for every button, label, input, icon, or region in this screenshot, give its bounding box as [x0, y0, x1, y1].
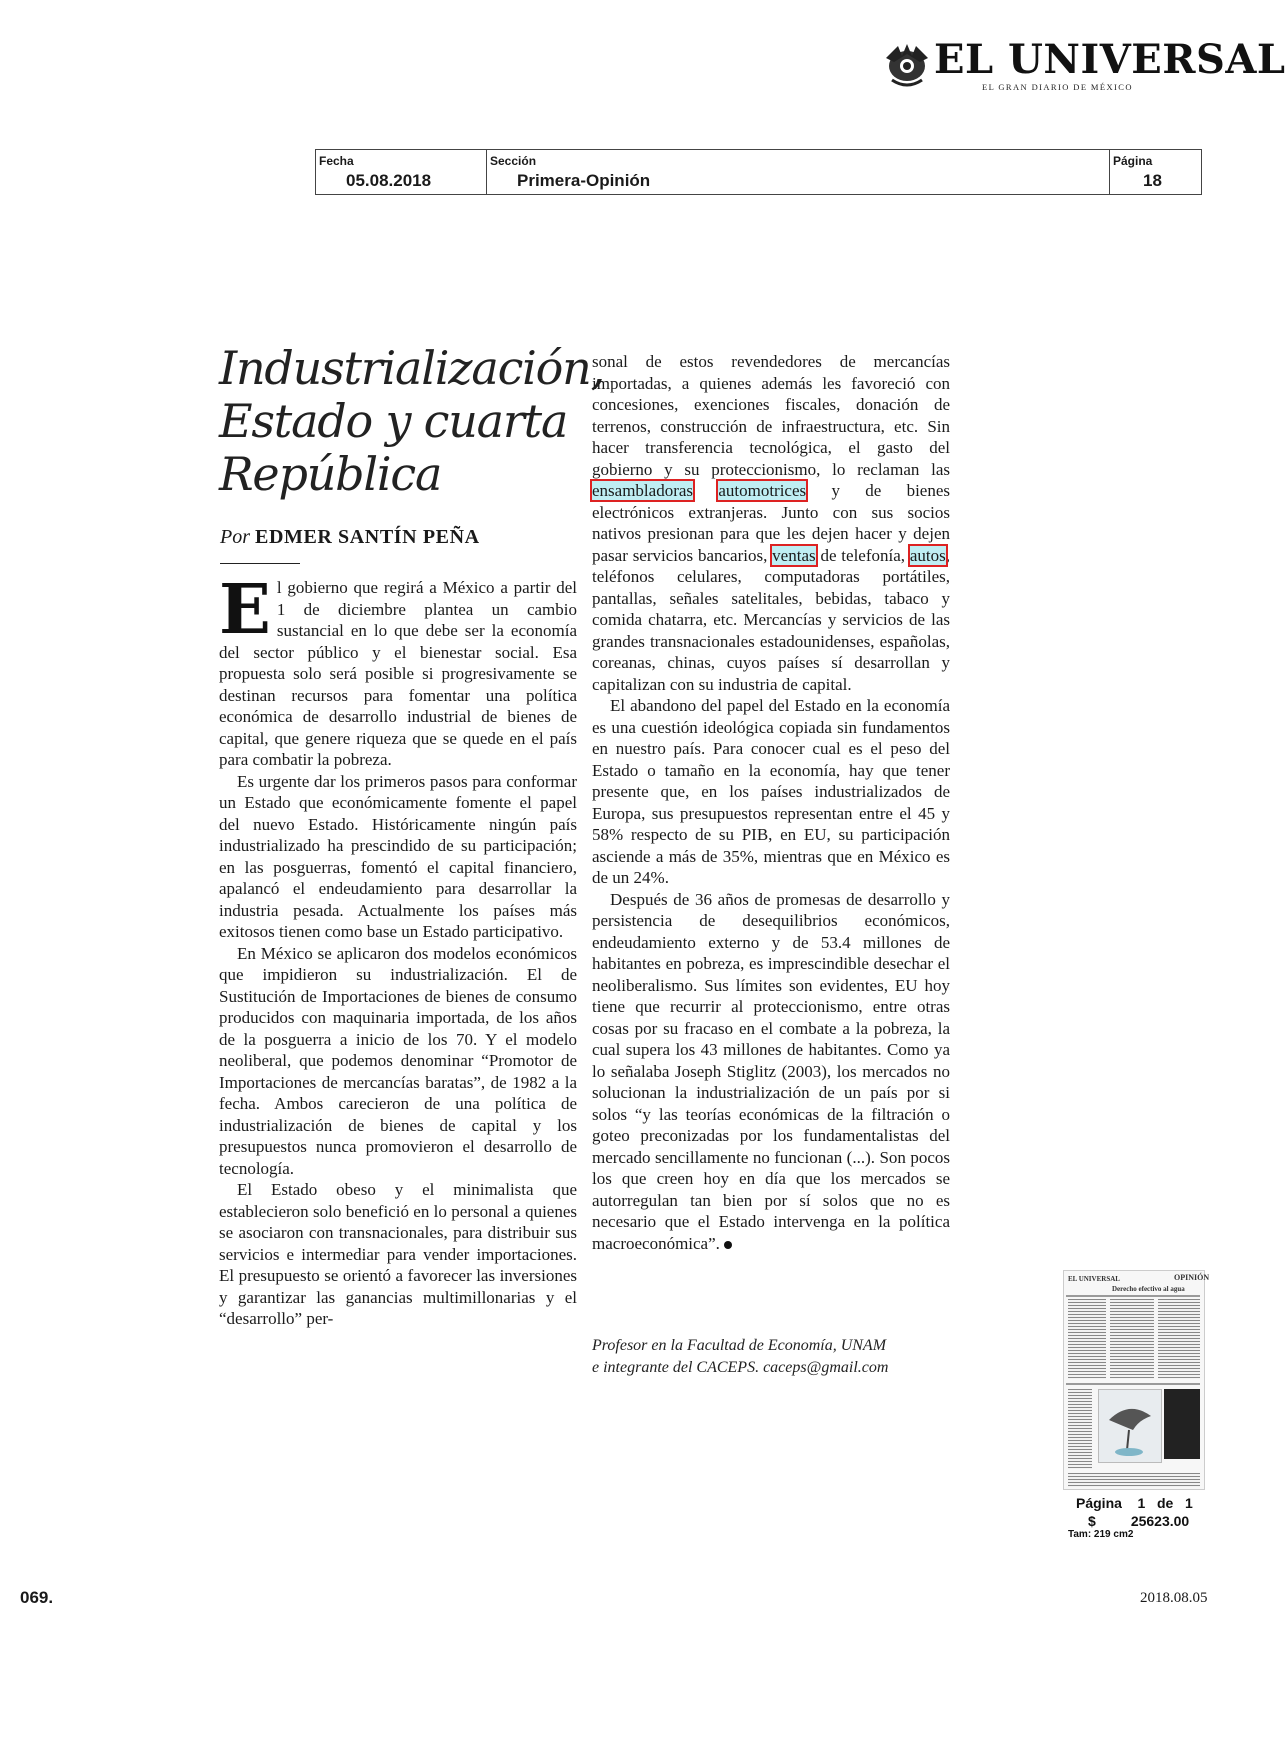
paragraph-text: sonal de estos revendedores de mercancías importadas, a quienes además les favoreció con concesiones, exenciones fiscales, donación de terrenos, construcción de infraestructura, etc. Sin hacer transferencia tecnológica, el gasto del gobierno y su proteccionismo, lo reclaman las	[592, 352, 950, 479]
highlighted-term: autos	[909, 545, 946, 565]
masthead-subtitle: EL GRAN DIARIO DE MÉXICO	[982, 82, 1133, 92]
paragraph: El Estado obeso y el minimalista que establecieron solo benefició en lo personal a quienes se asociaron con transnacionales, para distribuir sus servicios e intermediar para vender importaciones. El presupuesto se orientó a favorecer las inversiones y garantizar las ganancias multimillonarias y el “desarrollo” per-	[219, 1180, 577, 1328]
thumbnail-column	[1068, 1299, 1106, 1379]
author-note-line-1: Profesor en la Facultad de Economía, UNAM	[592, 1337, 887, 1354]
page-count-label: Página	[1076, 1495, 1122, 1511]
paragraph-text: y de bienes electrónicos extranjeras. Junto con sus socios nativos presionan para que les dejen hacer y dejen pasar servicios bancarios,	[592, 481, 950, 565]
article-headline: Industrialización, Estado y cuarta República	[219, 341, 604, 501]
masthead-title: EL UNIVERSAL	[934, 36, 1286, 83]
page-de-label: de	[1156, 1495, 1174, 1511]
document-date: 2018.08.05	[1140, 1590, 1208, 1606]
article-column-1	[219, 570, 577, 1330]
byline	[220, 526, 480, 549]
bird-illustration-icon	[1099, 1390, 1161, 1462]
currency-symbol: $	[1088, 1513, 1096, 1529]
highlighted-term: ensambladoras	[592, 481, 694, 500]
price-amount: 25623.00	[1130, 1513, 1190, 1529]
article-column-2	[592, 351, 950, 1254]
size-info: Tam: 219 cm2	[1068, 1529, 1134, 1540]
byline-prefix: Por	[220, 526, 250, 548]
eagle-logo-icon	[882, 40, 932, 88]
paragraph	[592, 351, 950, 695]
fecha-cell	[316, 150, 487, 194]
paragraph: En México se aplicaron dos modelos económicos que impidieron su industrialización. El de Sustitución de Importaciones de bienes de consumo producidos con maquinaria importada, de los años de la posguerra a inicio de los 70. Y el modelo neoliberal, que podemos denominar “Promotor de Importaciones de mercancías baratas”, de 1982 a la fecha. Ambos carecieron de una política de industrialización de bienes de capital y los presupuestos nunca promovieron el desarrollo de tecnología.	[219, 943, 577, 1178]
price	[1088, 1513, 1189, 1529]
thumbnail-headline: Derecho efectivo al agua	[1112, 1285, 1185, 1293]
thumbnail-rule	[1066, 1383, 1200, 1385]
thumbnail-paper: EL UNIVERSAL	[1068, 1275, 1120, 1283]
paragraph	[219, 570, 577, 771]
pagina-value: 18	[1143, 171, 1162, 190]
seccion-value: Primera-Opinión	[517, 171, 651, 190]
page-thumbnail	[1063, 1270, 1210, 1490]
thumbnail-illustration	[1098, 1389, 1162, 1463]
page-count	[1076, 1495, 1193, 1511]
thumbnail-column	[1068, 1473, 1200, 1487]
fecha-label: Fecha	[319, 154, 354, 168]
seccion-cell	[487, 150, 1110, 194]
fecha-value: 05.08.2018	[346, 171, 432, 190]
thumbnail-rule	[1066, 1295, 1200, 1297]
info-box	[315, 149, 1202, 195]
thumbnail-column	[1158, 1299, 1200, 1379]
seccion-label: Sección	[490, 154, 537, 168]
paragraph-text: Después de 36 años de promesas de desarrollo y persistencia de desequilibrios económicos, endeudamiento externo y de 53.4 millones de habitantes en pobreza, es imprescindible desechar el neoliberalismo. Sus límites son evidentes, EU hoy tiene que recurrir al proteccionismo, entre otras cosas por su fracaso en el combate a la pobreza, la cual supera los 43 millones de habitantes. Como ya lo señalaba Joseph Stiglitz (2003), los mercados no solucionan la industrialización de un país por si solos “y las teorías económicas de la filtración o goteo preconizadas por los fundamentalistas del mercado sencillamente no funcionan (...). Son pocos los que creen hoy en día que los mercados se autorregulan tan bien por sí solos que no es necesario que el Estado intervenga en la política macroeconómica”.	[592, 889, 950, 1253]
paragraph-text: , teléfonos celulares, computadoras portátiles, pantallas, señales satelitales, bebidas, tabaco y comida chatarra, etc. Mercancías y servicios de las grandes transnacionales estadounidenses, españolas, coreanas, chinas, cuyos países sí desarrollan y capitalizan con su industria de capital.	[592, 545, 950, 694]
author-note	[592, 1335, 972, 1379]
thumbnail-header: OPINIÓN	[1174, 1273, 1210, 1282]
thumbnail-column	[1068, 1389, 1092, 1469]
masthead	[882, 36, 1286, 98]
document-code: 069.	[20, 1588, 54, 1607]
thumbnail-dark-block	[1164, 1389, 1200, 1459]
paragraph-text: l gobierno que regirá a México a partir del 1 de diciembre plantea un cambio sustancial en lo que debe ser la economía del sector público y el bienestar social. Esa propuesta solo será posible si progresivamente se destinan recursos para fomentar una política económica de desarrollo industrial de bienes de capital, que genere riqueza que se quede en el país para combatir la pobreza.	[219, 578, 577, 769]
highlighted-term: automotrices	[718, 481, 807, 500]
pagina-label: Página	[1113, 154, 1153, 168]
drop-cap: E	[219, 570, 271, 650]
highlighted-term: ventas	[772, 545, 816, 565]
pagina-cell	[1110, 150, 1201, 194]
paragraph	[592, 889, 950, 1255]
page-total: 1	[1184, 1495, 1193, 1511]
page-current: 1	[1137, 1495, 1146, 1511]
byline-rule	[220, 563, 300, 564]
paragraph: El abandono del papel del Estado en la economía es una cuestión ideológica copiada sin fundamentos en nuestro país. Para conocer cual es el peso del Estado o tamaño en la economía, hay que tener presente que, en los países industrializados de Europa, sus presupuestos representan entre el 45 y 58% respecto de su PIB, en EU, su participación asciende a más de 35%, mientras que en México es de un 24%.	[592, 696, 950, 887]
thumbnail-column	[1110, 1299, 1154, 1379]
paragraph: Es urgente dar los primeros pasos para conformar un Estado que económicamente fomente el papel del nuevo Estado. Históricamente ningún país industrializado ha prescindido de su participación; en las posguerras, fomentó el capital financiero, apalancó el endeudamiento para desarrollar la industria pesada. Actualmente los países más exitosos tienen como base un Estado participativo.	[219, 771, 577, 941]
end-mark-icon	[724, 1241, 732, 1249]
author-name: EDMER SANTÍN PEÑA	[255, 526, 480, 548]
author-note-line-2: e integrante del CACEPS. caceps@gmail.com	[592, 1359, 889, 1376]
paragraph-text: de telefonía,	[820, 545, 906, 565]
